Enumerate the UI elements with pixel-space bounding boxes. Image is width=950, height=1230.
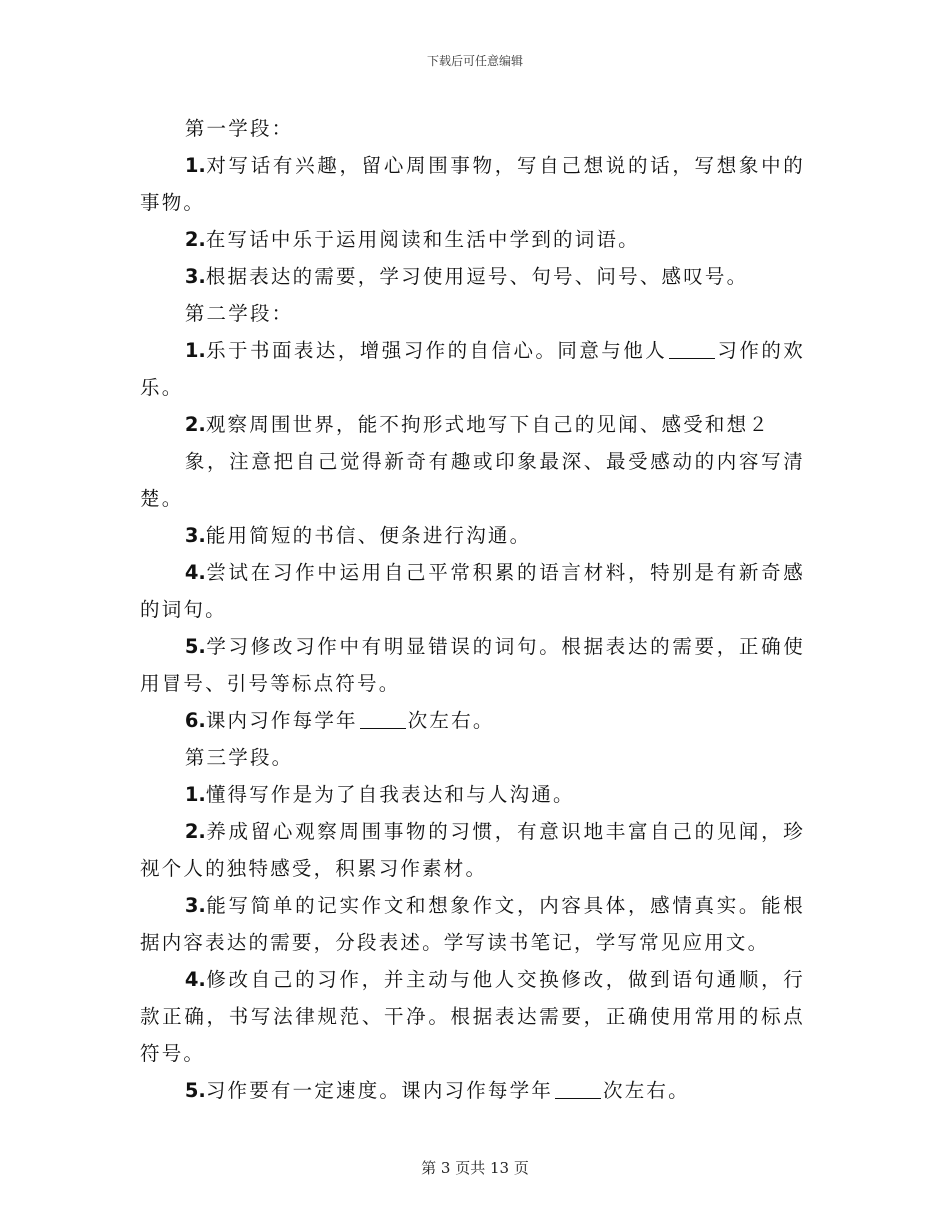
list-item: 3.能写简单的记实作文和想象作文，内容具体，感情真实。能根据内容表达的需要，分段表述。学写读书笔记，学写常见应用文。 [140, 894, 805, 954]
list-item: 2.在写话中乐于运用阅读和生活中学到的词语。 [184, 228, 640, 251]
list-item: 4.修改自己的习作，并主动与他人交换修改，做到语句通顺，行款正确，书写法律规范、干净。根据表达需要，正确使用常用的标点符号。 [140, 968, 805, 1065]
section-heading: 第一学段： [184, 117, 294, 140]
list-item: 2.观察周围世界，能不拘形式地写下自己的见闻、感受和想２ [184, 413, 771, 436]
list-item: 3.能用简短的书信、便条进行沟通。 [184, 524, 532, 547]
page-header: 下载后可任意编辑 [426, 54, 523, 68]
list-item: 3.根据表达的需要，学习使用逗号、句号、问号、感叹号。 [184, 265, 749, 288]
section-heading: 第三学段。 [184, 746, 294, 769]
list-item: 5.习作要有一定速度。课内习作每学年 次左右。 [184, 1079, 690, 1102]
list-item: 1.懂得写作是为了自我表达和与人沟通。 [184, 783, 575, 806]
list-item: 1.乐于书面表达，增强习作的自信心。同意与他人 习作的欢乐。 [140, 339, 805, 399]
document-body [140, 110, 805, 1109]
list-item: 1.对写话有兴趣，留心周围事物，写自己想说的话，写想象中的事物。 [140, 154, 805, 214]
list-item: 4.尝试在习作中运用自己平常积累的语言材料，特别是有新奇感的词句。 [140, 561, 805, 621]
fill-blank [669, 340, 715, 359]
fill-blank [555, 1080, 601, 1099]
list-item: 2.养成留心观察周围事物的习惯，有意识地丰富自己的见闻，珍视个人的独特感受，积累习作素材。 [140, 820, 805, 880]
list-item: 6.课内习作每学年 次左右。 [184, 709, 495, 732]
paragraph-continuation: 象，注意把自己觉得新奇有趣或印象最深、最受感动的内容写清楚。 [140, 450, 805, 510]
fill-blank [360, 710, 406, 729]
section-heading: 第二学段： [184, 302, 294, 325]
list-item: 5.学习修改习作中有明显错误的词句。根据表达的需要，正确使用冒号、引号等标点符号。 [140, 635, 805, 695]
page-footer: 第 3 页共 13 页 [421, 1159, 529, 1177]
